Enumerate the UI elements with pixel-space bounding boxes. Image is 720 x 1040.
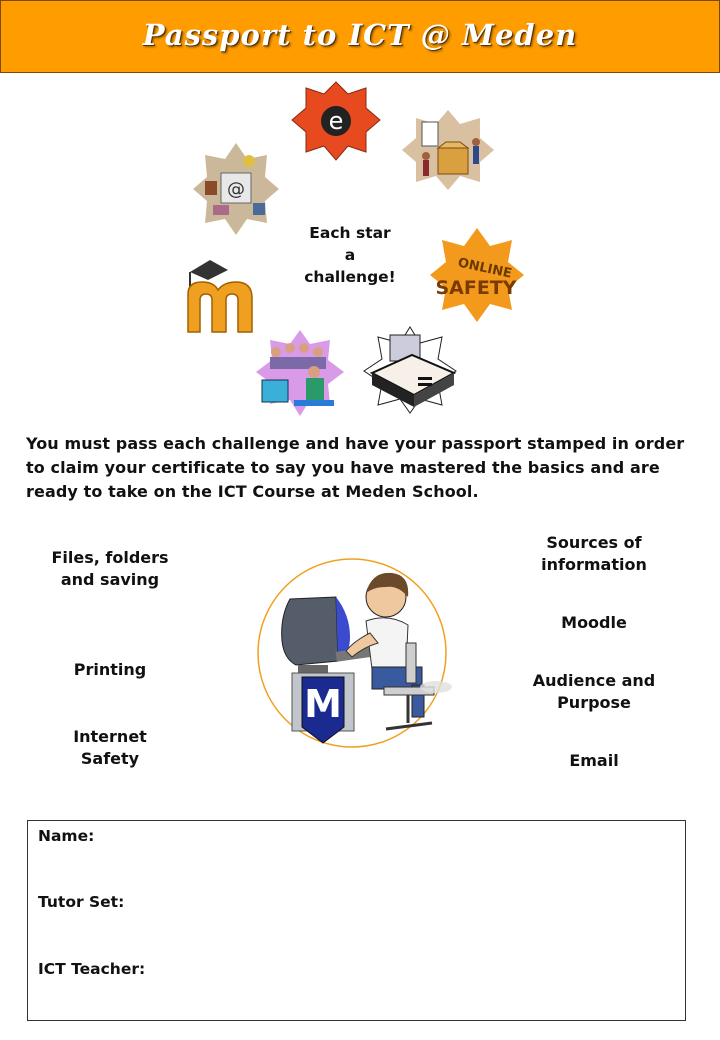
intro-paragraph: You must pass each challenge and have your passport stamped in order to claim your certificate to say you have mastered the basics and are ready to take on the ICT Course at Meden School.	[26, 434, 685, 501]
challenge-printing-label: Printing	[73, 660, 147, 679]
svg-text:SAFETY: SAFETY	[435, 277, 517, 299]
svg-text:ONLINE: ONLINE	[456, 255, 514, 282]
online-safety-star	[428, 226, 526, 324]
page-title: Passport to ICT @ Meden	[142, 17, 578, 52]
audience-clipart-icon	[254, 328, 346, 418]
computer-user-mascot-icon	[246, 557, 462, 757]
printer-clipart-icon	[360, 325, 460, 415]
challenge-files-label: Files, folders and saving	[51, 548, 169, 589]
files-folders-star	[400, 108, 496, 192]
svg-text:M: M	[304, 682, 342, 726]
challenge-moodle-label: Moodle	[561, 613, 627, 632]
audience-star	[254, 328, 346, 418]
moodle-m-icon	[176, 254, 266, 338]
moodle-star	[176, 254, 266, 338]
email-star	[290, 80, 382, 162]
email-e-icon	[290, 80, 382, 162]
svg-text:@: @	[227, 179, 245, 200]
caption-line: a	[344, 246, 356, 264]
wheel-caption	[290, 222, 410, 288]
sources-star	[191, 141, 281, 237]
title-banner	[0, 0, 720, 73]
tutor-set-label: Tutor Set:	[38, 893, 125, 911]
challenge-internet-safety-label: Internet Safety	[73, 727, 147, 768]
printing-star	[360, 325, 460, 415]
caption-line: challenge!	[304, 268, 396, 286]
ict-teacher-label: ICT Teacher:	[38, 960, 146, 978]
online-safety-icon	[428, 226, 526, 324]
name-label: Name:	[38, 827, 95, 845]
sources-collage-icon	[191, 141, 281, 237]
caption-line: Each star	[309, 224, 391, 242]
challenge-sources-label: Sources of information	[541, 533, 647, 574]
challenge-audience-label: Audience and Purpose	[532, 671, 656, 712]
folder-clipart-icon	[400, 108, 496, 192]
challenge-email-label: Email	[569, 751, 619, 770]
student-details-box	[27, 820, 686, 1021]
svg-text:e: e	[328, 107, 344, 135]
